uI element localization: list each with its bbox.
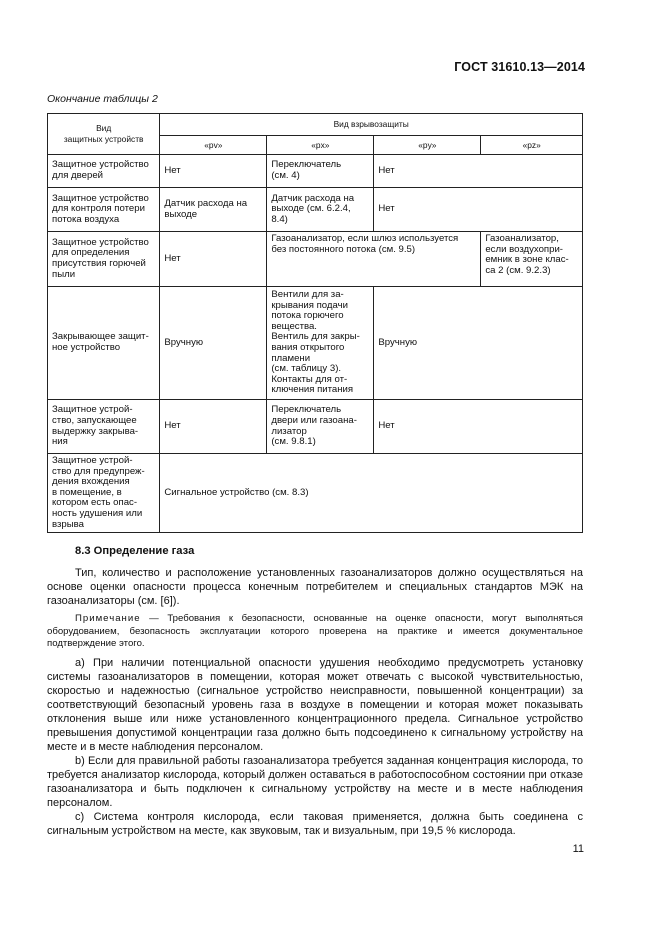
device-cell: Защитное устройство для дверей [48,155,160,188]
px-cell: Переключатель двери или газоана- лизатор (см. 9.8.1) [267,400,374,454]
py-pz-cell: Вручную [374,287,583,400]
px-py-cell: Газоанализатор, если шлюз используется без постоянного потока (см. 9.5) [267,232,481,287]
pv-cell: Датчик расхода на выходе [160,188,267,232]
device-cell: Защитное устрой- ство для предупреж- дения вхождения в помещение, в котором есть опас- ность удушения или взрыва [48,454,160,533]
pv-cell: Нет [160,400,267,454]
section-heading: 8.3 Определение газа [75,545,195,557]
px-cell: Датчик расхода на выходе (см. 6.2.4, 8.4) [267,188,374,232]
page-number: 11 [572,843,584,855]
all-types-cell: Сигнальное устройство (см. 8.3) [160,454,583,533]
subheader-pz: «pz» [481,136,583,155]
pv-cell: Нет [160,155,267,188]
subheader-px: «px» [267,136,374,155]
table-row [48,232,583,287]
pv-cell: Нет [160,232,267,287]
subheader-py: «py» [374,136,481,155]
standard-code: ГОСТ 31610.13—2014 [454,60,585,74]
note-text: — Требования к безопасности, основанные на оценке опасности, могут выполняться оборудованием, безопасность эксплуатации которого проверена на практике и имеется документальное подтверждение этого. [47,613,583,649]
device-cell: Защитное устройство для определения присутствия горючей пыли [48,232,160,287]
item-a-paragraph: a) При наличии потенциальной опасности удушения необходимо предусмотреть установку системы газоанализаторов в помещении, которая может отвечать с высокой чувствительностью, скоростью и надежностью (сигнальное устройство неисправности, повышенной концентрации) за соответствующий безопасный уровень газа в воздухе в помещении и которая может показывать отклонения выше или ниже установленного концентрационного предела. Сигнальное устройство превышения допустимой концентрации газа должно быть подсоединено к сигнальному устройству на месте и в месте наблюдения персоналом. [47,656,583,753]
px-cell: Вентили для за- крывания подачи потока горючего вещества. Вентиль для закры- вания открытого пламени (см. таблицу 3). Контакты для от- ключения питания [267,287,374,400]
device-cell: Защитное устрой- ство, запускающее выдержку закрыва- ния [48,400,160,454]
px-cell: Переключатель (см. 4) [267,155,374,188]
py-pz-cell: Нет [374,155,583,188]
pz-cell: Газоанализатор, если воздухопри- емник в зоне клас- са 2 (см. 9.2.3) [481,232,583,287]
item-b-paragraph: b) Если для правильной работы газоанализатора требуется заданная концентрация кислорода, то требуется анализатор кислорода, который должен оставаться в работоспособном состоянии при отказе газоанализатора и быть подключен к сигнальному устройству на месте и в месте наблюдения персоналом. [47,754,583,809]
subheader-pv: «pv» [160,136,267,155]
table-row [48,155,583,188]
table-row [48,400,583,454]
py-pz-cell: Нет [374,188,583,232]
table-row [48,287,583,400]
note-label: Примечание [75,613,141,624]
pv-cell: Вручную [160,287,267,400]
table-row [48,454,583,533]
protection-devices-table [47,113,583,533]
intro-paragraph: Тип, количество и расположение установленных газоанализаторов должно осуществляться на основе оценки опасности процесса конечным потребителем и специальных стандартов МЭК на газоанализаторы (см. [6]). [47,567,583,607]
device-cell: Закрывающее защит- ное устройство [48,287,160,400]
py-pz-cell: Нет [374,400,583,454]
table-caption: Окончание таблицы 2 [47,93,158,105]
device-cell: Защитное устройство для контроля потери потока воздуха [48,188,160,232]
section-body [47,566,583,838]
table-row [48,188,583,232]
device-column-header: Вид защитных устройств [48,114,160,155]
item-c-paragraph: c) Система контроля кислорода, если таковая применяется, должна быть соединена с сигнальным устройством на месте, как звуковым, так и визуальным, при 19,5 % кислорода. [47,810,583,837]
note-paragraph [47,613,583,651]
protection-type-header: Вид взрывозащиты [160,114,583,136]
